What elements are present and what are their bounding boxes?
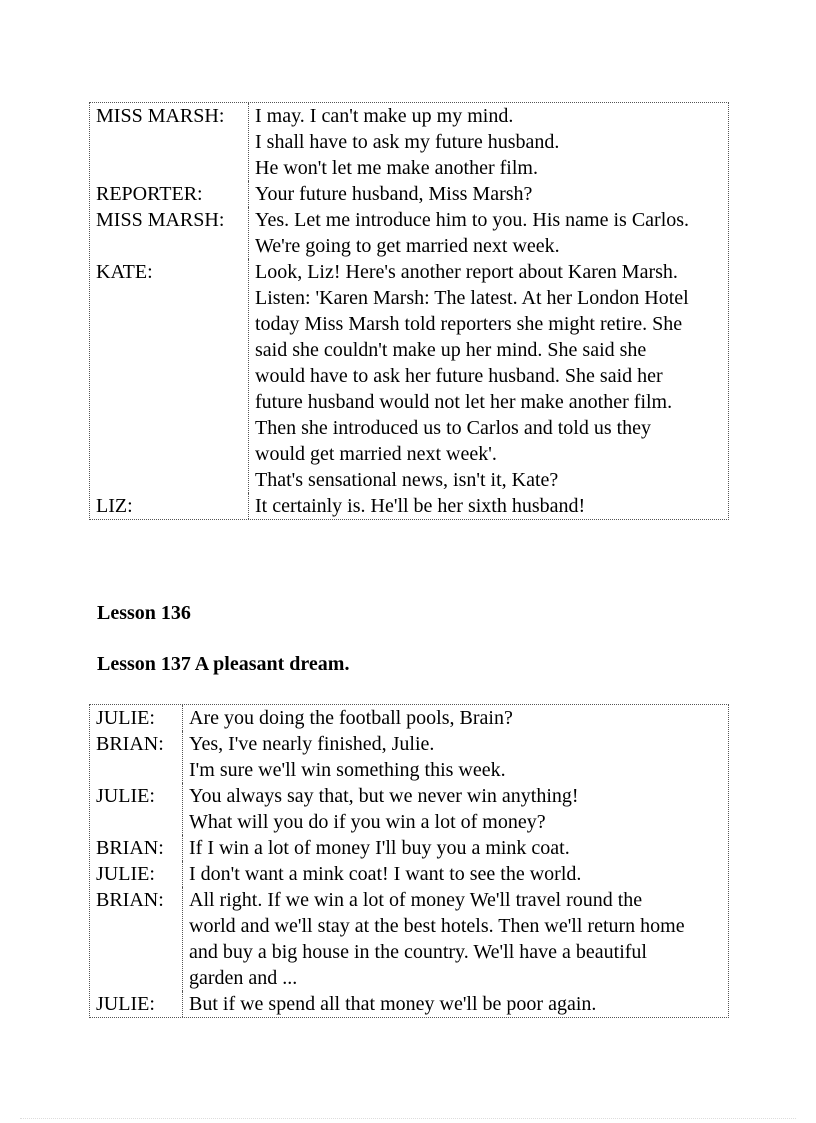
- speaker-name: BRIAN:: [96, 889, 164, 911]
- dialogue-row: [90, 259, 728, 493]
- dialogue-line: I don't want a mink coat! I want to see the world.: [189, 863, 582, 885]
- dialogue-line: We're going to get married next week.: [255, 235, 560, 257]
- dialogue-line: Yes. Let me introduce him to you. His name is Carlos.: [255, 209, 690, 231]
- dialogue-lines: [182, 705, 728, 731]
- dialogue-line: world and we'll stay at the best hotels. Then we'll return home: [189, 915, 685, 937]
- dialogue-row: [90, 835, 728, 861]
- dialogue-line: said she couldn't make up her mind. She said she: [255, 339, 647, 361]
- dialogue-row: [90, 991, 728, 1017]
- lesson-137-heading: Lesson 137 A pleasant dream.: [97, 653, 350, 675]
- dialogue-lines: [182, 861, 728, 887]
- dialogue-line: Look, Liz! Here's another report about Karen Marsh.: [255, 261, 678, 283]
- speaker-name: JULIE:: [96, 707, 155, 729]
- dialogue-line: would have to ask her future husband. She said her: [255, 365, 663, 387]
- dialogue-lines: [248, 181, 728, 207]
- dialogue-line: future husband would not let her make another film.: [255, 391, 673, 413]
- dialogue-lines: [182, 731, 728, 783]
- speaker-name: LIZ:: [96, 495, 133, 517]
- dialogue-line: Then she introduced us to Carlos and told us they: [255, 417, 652, 439]
- dialogue-line: But if we spend all that money we'll be poor again.: [189, 993, 597, 1015]
- page-bottom-divider: [20, 1118, 796, 1119]
- dialogue-line: He won't let me make another film.: [255, 157, 538, 179]
- dialogue-row: [90, 103, 728, 181]
- speaker-name: BRIAN:: [96, 837, 164, 859]
- dialogue-lines: [182, 835, 728, 861]
- dialogue-line: Your future husband, Miss Marsh?: [255, 183, 533, 205]
- lesson-136-heading: Lesson 136: [97, 602, 191, 624]
- speaker-name: BRIAN:: [96, 733, 164, 755]
- dialogue-row: [90, 181, 728, 207]
- dialogue-line: today Miss Marsh told reporters she might retire. She: [255, 313, 683, 335]
- dialogue-line: Listen: 'Karen Marsh: The latest. At her London Hotel: [255, 287, 689, 309]
- speaker-name: JULIE:: [96, 993, 155, 1015]
- dialogue-line: and buy a big house in the country. We'll have a beautiful: [189, 941, 647, 963]
- dialogue-line: You always say that, but we never win anything!: [189, 785, 579, 807]
- dialogue-line: I shall have to ask my future husband.: [255, 131, 560, 153]
- speaker-name: MISS MARSH:: [96, 105, 225, 127]
- speaker-name: MISS MARSH:: [96, 209, 225, 231]
- dialogue-row: [90, 783, 728, 835]
- speaker-name: KATE:: [96, 261, 153, 283]
- dialogue-line: I may. I can't make up my mind.: [255, 105, 514, 127]
- dialogue-row: [90, 731, 728, 783]
- dialogue-row: [90, 493, 728, 519]
- dialogue-line: If I win a lot of money I'll buy you a mink coat.: [189, 837, 570, 859]
- dialogue-lines: [182, 991, 728, 1017]
- dialogue-row: [90, 861, 728, 887]
- dialogue-line: I'm sure we'll win something this week.: [189, 759, 506, 781]
- dialogue-lines: [248, 207, 728, 259]
- speaker-name: REPORTER:: [96, 183, 203, 205]
- dialogue-lines: [248, 103, 728, 181]
- dialogue-table-1: [89, 102, 729, 520]
- dialogue-row: [90, 705, 728, 731]
- dialogue-line: garden and ...: [189, 967, 298, 989]
- dialogue-lines: [248, 259, 728, 493]
- dialogue-lines: [248, 493, 728, 519]
- dialogue-line: Yes, I've nearly finished, Julie.: [189, 733, 435, 755]
- dialogue-table-2: [89, 704, 729, 1018]
- dialogue-line: All right. If we win a lot of money We'll travel round the: [189, 889, 643, 911]
- dialogue-lines: [182, 887, 728, 991]
- dialogue-line: What will you do if you win a lot of money?: [189, 811, 546, 833]
- dialogue-lines: [182, 783, 728, 835]
- dialogue-row: [90, 887, 728, 991]
- dialogue-line: That's sensational news, isn't it, Kate?: [255, 469, 559, 491]
- dialogue-line: would get married next week'.: [255, 443, 497, 465]
- dialogue-line: Are you doing the football pools, Brain?: [189, 707, 513, 729]
- speaker-name: JULIE:: [96, 785, 155, 807]
- dialogue-line: It certainly is. He'll be her sixth husband!: [255, 495, 586, 517]
- dialogue-row: [90, 207, 728, 259]
- speaker-name: JULIE:: [96, 863, 155, 885]
